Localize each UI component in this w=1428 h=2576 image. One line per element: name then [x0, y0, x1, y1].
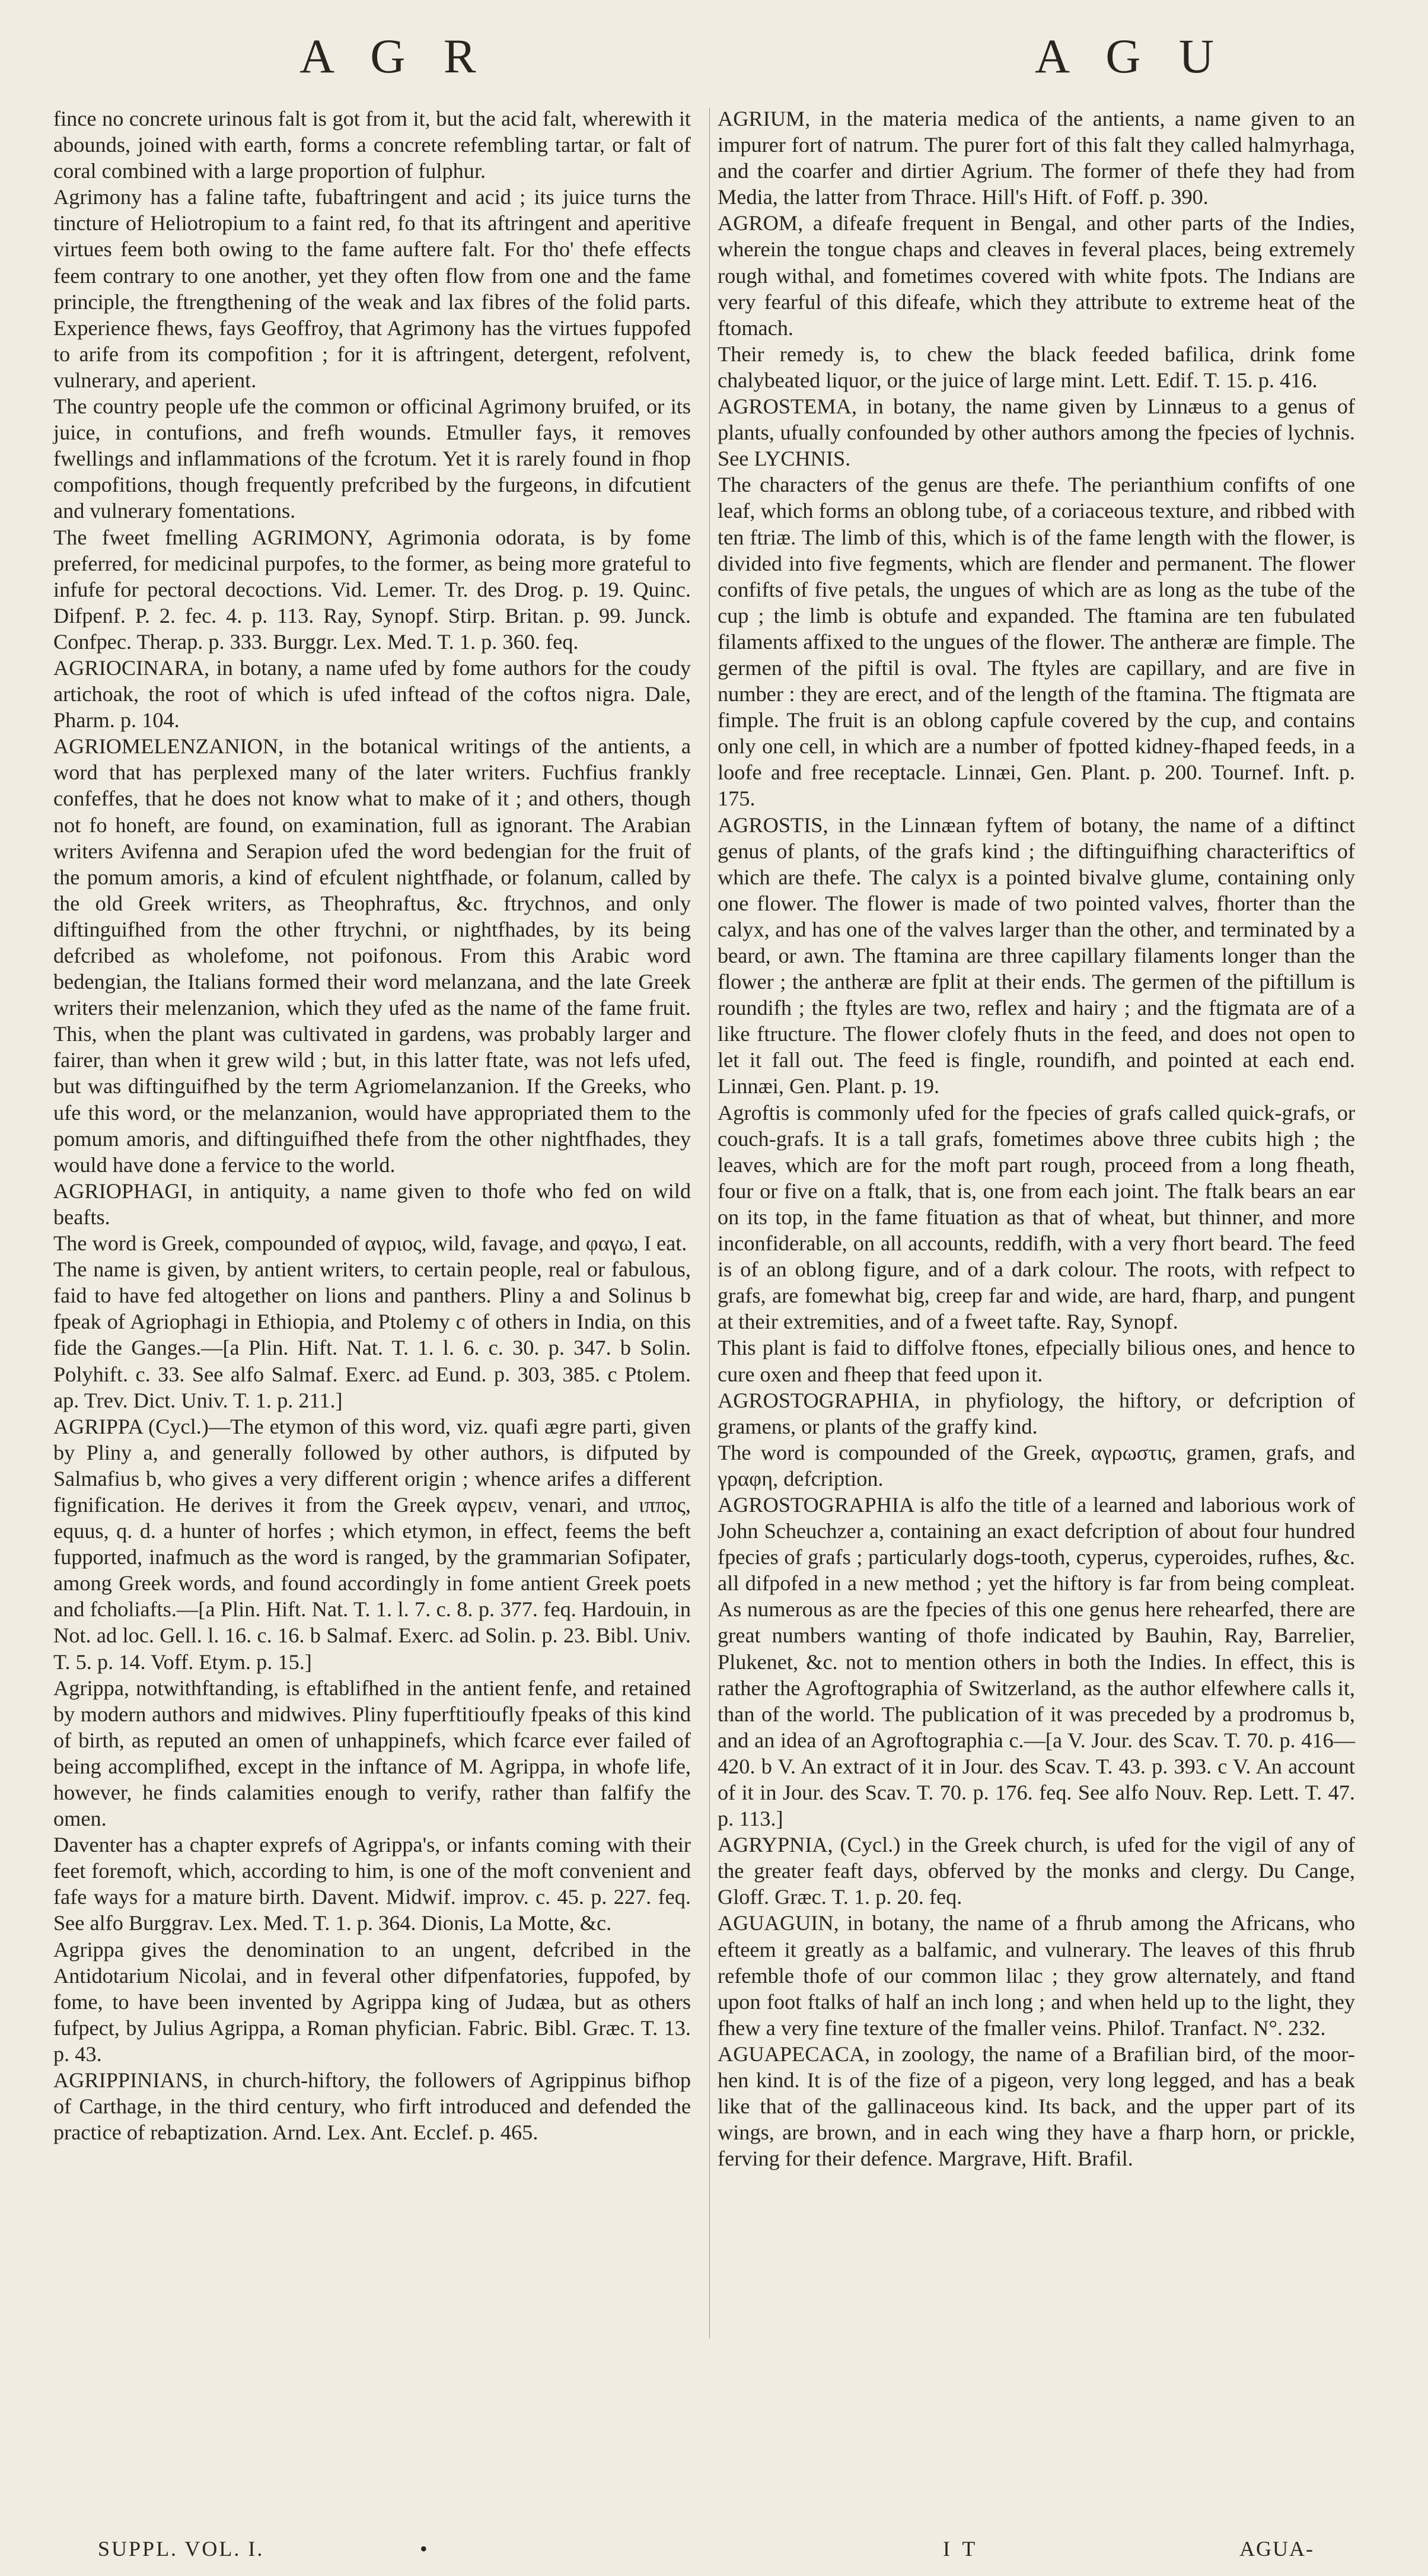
entry-paragraph: AGROSTOGRAPHIA is alfo the title of a learned and laborious work of John Scheuchzer a, containing an exact defcription of about four hundred fpecies of grafs ; particularly dogs-tooth, cyperus, cyperoides, rufhes, &c. all difpofed in a new method ; yet the hiftory is far from being compleat. As numerous as are the fpecies of this one genus here rehearfed, there are great numbers wanting of thofe indicated by Bauhin, Ray, Barrelier, Plukenet, &c. not to mention others in both the Indies. In effect, this is rather the Agroftographia of Switzerland, as the author elfewhere calls it, than of the world. The publication of it was preceded by a prodromus b, and an idea of an Agroftographia c.—[a V. Jour. des Scav. T. 70. p. 416—420. b V. An extract of it in Jour. des Scav. T. 43. p. 393. c V. An account of it in Jour. des Scav. T. 70. p. 176. feq. See alfo Nouv. Rep. Lett. T. 47. p. 113.]: [718, 1492, 1355, 1831]
entry-paragraph: AGUAPECACA, in zoology, the name of a Brafilian bird, of the moor-hen kind. It is of the fize of a pigeon, very long legged, and has a beak like that of the gallinaceous kind. Its back, and the upper part of its wings, are brown, and in each wing they have a fharp horn, or prickle, ferving for their defence. Margrave, Hift. Brafil.: [718, 2042, 1355, 2171]
entry-paragraph: AGRIOPHAGI, in antiquity, a name given to thofe who fed on wild beafts.: [53, 1179, 691, 1229]
entry-paragraph: AGRIPPINIANS, in church-hiftory, the followers of Agrippinus bifhop of Carthage, in the third century, who firft introduced and defended the practice of rebaptization. Arnd. Lex. Ant. Ecclef. p. 465.: [53, 2068, 691, 2145]
entry-paragraph: Agrimony has a faline tafte, fubaftringent and acid ; its juice turns the tincture of Heliotropium to a faint red, fo that its aftringent and aperitive virtues feem both owing to the fame aufterе falt. For tho' thefe effects feem contrary to one another, yet they often flow from one and the fame principle, the ftrengthening of the weak and lax fibres of the folid parts. Experience fhews, fays Geoffroy, that Agrimony has the virtues fuppofed to arife from its compofition ; for it is aftringent, detergent, refolvent, vulnerary, and aperient.: [53, 185, 691, 392]
entry-paragraph: AGROM, a difeafe frequent in Bengal, and other parts of the Indies, wherein the tongue chaps and cleaves in feveral places, being extremely rough withal, and fometimes covered with white fpots. The Indians are very fearful of this difeafe, which they attribute to extreme heat of the ftomach.: [718, 211, 1355, 340]
entry-paragraph: Their remedy is, to chew the black feeded bafilica, drink fome chalybeated liquor, or the juice of large mint. Lett. Edif. T. 15. p. 416.: [718, 342, 1355, 392]
entry-paragraph: AGRYPNIA, (Cycl.) in the Greek church, is ufed for the vigil of any of the greater feaft days, obferved by the monks and clergy. Du Cange, Gloff. Græc. T. 1. p. 20. feq.: [718, 1833, 1355, 1909]
entry-paragraph: Daventer has a chapter exprefs of Agrippa's, or infants coming with their feet foremoft, which, according to him, is one of the moft convenient and fafe ways for a mature birth. Davent. Midwif. improv. c. 45. p. 227. feq. See alfo Burggrav. Lex. Med. T. 1. p. 364. Dionis, La Motte, &c.: [53, 1833, 691, 1935]
entry-paragraph: AGRIUM, in the materia medica of the antients, a name given to an impurer fort of natrum. The purer fort of this falt they called halmyrhaga, and the coarfer and dirtier Agrium. The former of thefe they had from Media, the latter from Thrace. Hill's Hift. of Foff. p. 390.: [718, 107, 1355, 209]
left-column: [53, 106, 691, 2145]
sheet-signature: I T: [943, 2537, 979, 2561]
entry-paragraph: fince no concrete urinous falt is got from it, but the acid falt, wherewith it abounds, joined with earth, forms a concrete refembling tartar, or falt of coral combined with a large proportion of fulphur.: [53, 107, 691, 183]
entry-paragraph: This plant is faid to diffolve ftones, efpecially bilious ones, and hence to cure oxen and fheep that feed upon it.: [718, 1336, 1355, 1386]
entry-paragraph: AGROSTEMA, in botany, the name given by Linnæus to a genus of plants, ufually confounded by other authors among the fpecies of lychnis. See LYCHNIS.: [718, 394, 1355, 471]
running-head-right: A G U: [1035, 29, 1228, 83]
entry-paragraph: The word is compounded of the Greek, αγρωστις, gramen, grafs, and γραφη, defcription.: [718, 1440, 1355, 1491]
volume-signature: SUPPL. VOL. I.: [98, 2537, 264, 2561]
catchword: AGUA-: [1239, 2537, 1314, 2561]
entry-paragraph: The fweet fmelling AGRIMONY, Agrimonia odorata, is by fome preferred, for medicinal purpofes, to the former, as being more grateful to infufe for pectoral decoctions. Vid. Lemer. Tr. des Drog. p. 19. Quinc. Difpenf. P. 2. fec. 4. p. 113. Ray, Synopf. Stirp. Britan. p. 99. Junck. Confpec. Therap. p. 333. Burggr. Lex. Med. T. 1. p. 360. feq.: [53, 525, 691, 654]
running-head: [119, 28, 1309, 94]
entry-paragraph: AGRIOMELENZANION, in the botanical writings of the antients, a word that has perplexed many of the later writers. Fuchfius frankly confeffes, that he does not know what to make of it ; and others, though not fo honeft, are found, on examination, full as ignorant. The Arabian writers Avifenna and Serapion ufed the word bedengian for the fruit of the pomum amoris, a kind of efculent nightfhade, or folanum, called by the old Greek writers, as Theophraftus, &c. ftrychnos, and only diftinguifhed from the other ftrychni, or nightfhades, by its being defcribed as wholefome, not poifonous. From this Arabic word bedengian, the Italians formed their word melanzana, and the late Greek writers their melenzanion, which they ufed as the name of the fame fruit. This, when the plant was cultivated in gardens, was probably larger and fairer, than when it grew wild ; but, in this latter ftate, was not lefs ufed, but was diftinguifhed by the term Agriomelanzanion. If the Greeks, who ufe this word, or the melanzanion, would have appropriated them to the pomum amoris, and diftinguifhed thefe from the other nightfhades, they would have done a fervice to the world.: [53, 734, 691, 1177]
entry-paragraph: Agrippa gives the denomination to an ungent, defcribed in the Antidotarium Nicolai, and in feveral other difpenfatories, fuppofed, by fome, to have been invented by Agrippa king of Judæa, but as others fufpect, by Julius Agrippa, a Roman phyfician. Fabric. Bibl. Græc. T. 13. p. 43.: [53, 1937, 691, 2066]
entry-paragraph: AGROSTOGRAPHIA, in phyfiology, the hiftory, or defcription of gramens, or plants of the graffy kind.: [718, 1388, 1355, 1438]
footer-mark: •: [420, 2537, 428, 2561]
entry-paragraph: The word is Greek, compounded of αγριος, wild, favage, and φαγω, I eat.: [53, 1231, 687, 1256]
entry-paragraph: The characters of the genus are thefe. The perianthium confifts of one leaf, which forms an oblong tube, of a coriaceous texture, and ribbed with ten ftriæ. The limb of this, which is of the fame length with the flower, is divided into five fegments, which are flender and permanent. The flower confifts of five petals, the ungues of which are as long as the tube of the cup ; the limb is obtufe and expanded. The ftamina are ten fubulated filaments affixed to the ungues of the flower. The antheræ are fimple. The germen of the piftil is oval. The ftyles are capillary, and are five in number : they are erect, and of the length of the ftamina. The ftigmata are fimple. The fruit is an oblong capfule covered by the cup, and contains only one cell, in which are a number of fpotted kidney-fhaped feeds, in a loofe and free receptacle. Linnæi, Gen. Plant. p. 200. Tournef. Inft. p. 175.: [718, 473, 1355, 811]
entry-paragraph: AGRIPPA (Cycl.)—The etymon of this word, viz. quafi ægre parti, given by Pliny a, and generally followed by other authors, is difputed by Salmafius b, who gives a very different origin ; whence arifes a different fignification. He derives it from the Greek αγρειν, venari, and ιππος, equus, q. d. a hunter of horfes ; which etymon, in effect, feems the beft fupported, inafmuch as the word is ranged, by the grammarian Sofipater, among Greek words, and found accordingly in fome antient Greek poets and fcholiafts.—[a Plin. Hift. Nat. T. 1. l. 7. c. 8. p. 377. feq. Hardouin, in Not. ad loc. Gell. l. 16. c. 16. b Salmaf. Exerc. ad Solin. p. 23. Bibl. Univ. T. 5. p. 14. Voff. Etym. p. 15.]: [53, 1414, 691, 1674]
entry-paragraph: The country people ufe the common or officinal Agrimony bruifed, or its juice, in contufions, and frefh wounds. Etmuller fays, it removes fwellings and inflammations of the fcrotum. Yet it is rarely found in fhop compofitions, though frequently prefcribed by the furgeons, in difcutient and vulnerary fomentations.: [53, 394, 691, 523]
right-column: [718, 106, 1355, 2171]
column-divider: [709, 108, 710, 2338]
running-head-left: A G R: [299, 29, 489, 83]
entry-paragraph: AGROSTIS, in the Linnæan fyftem of botany, the name of a diftinct genus of plants, of the grafs kind ; the diftinguifhing characteriftics of which are thefe. The calyx is a pointed bivalve glume, containing only one flower. The flower is made of two pointed valves, fhorter than the calyx, and has one of the valves larger than the other, and terminated by a beard, or awn. The ftamina are three capillary filaments longer than the flower ; the antheræ are fplit at their ends. The germen of the piftillum is roundifh ; the ftyles are two, reflex and hairy ; and the ftigmata are of a like ftructure. The flower clofely fhuts in the feed, and does not open to let it fall out. The feed is fingle, roundifh, and pointed at each end. Linnæi, Gen. Plant. p. 19.: [718, 813, 1355, 1098]
page-footer: [0, 2536, 1428, 2566]
entry-paragraph: The name is given, by antient writers, to certain people, real or fabulous, faid to have fed altogether on lions and panthers. Pliny a and Solinus b fpeak of Agriophagi in Ethiopia, and Ptolemy c of others in India, on this fide the Ganges.—[a Plin. Hift. Nat. T. 1. l. 6. c. 30. p. 347. b Solin. Polyhift. c. 33. See alfo Salmaf. Exerc. ad Eund. p. 303, 385. c Ptolem. ap. Trev. Dict. Univ. T. 1. p. 211.]: [53, 1257, 691, 1412]
entry-paragraph: AGRIOCINARA, in botany, a name ufed by fome authors for the coudy artichoak, the root of which is ufed inftead of the coftos nigra. Dale, Pharm. p. 104.: [53, 655, 691, 733]
entry-paragraph: Agroftis is commonly ufed for the fpecies of grafs called quick-grafs, or couch-grafs. It is a tall grafs, fometimes above three cubits high ; the leaves, which are for the moft part rough, proceed from a long fheath, four or five on a ftalk, that is, one from each joint. The ftalk bears an ear on its top, in the fame fituation as that of wheat, but thinner, and more inconfiderable, on all accounts, reddifh, with a very fhort beard. The feed is of an oblong figure, and of a dark colour. The roots, with refpect to grafs, are fomewhat big, creep far and wide, are hard, fharp, and pungent at their extremities, and of a fweet tafte. Ray, Synopf.: [718, 1100, 1355, 1334]
entry-paragraph: Agrippa, notwithftanding, is eftablifhed in the antient fenfe, and retained by modern authors and midwives. Pliny fuperftitioufly fpeaks of this kind of birth, as reputed an omen of unhappinefs, which fcarce ever failed of being accomplifhed, except in the inftance of M. Agrippa, in whofe life, however, he finds calamities enough to verify, rather than falfify the omen.: [53, 1676, 691, 1831]
entry-paragraph: AGUAGUIN, in botany, the name of a fhrub among the Africans, who efteem it greatly as a balfamic, and vulnerary. The leaves of this fhrub refemble thofe of our common lilac ; they grow alternately, and ftand upon foot ftalks of half an inch long ; and when held up to the light, they fhew a very fine texture of the fmaller veins. Philof. Tranfact. N°. 232.: [718, 1911, 1355, 2040]
